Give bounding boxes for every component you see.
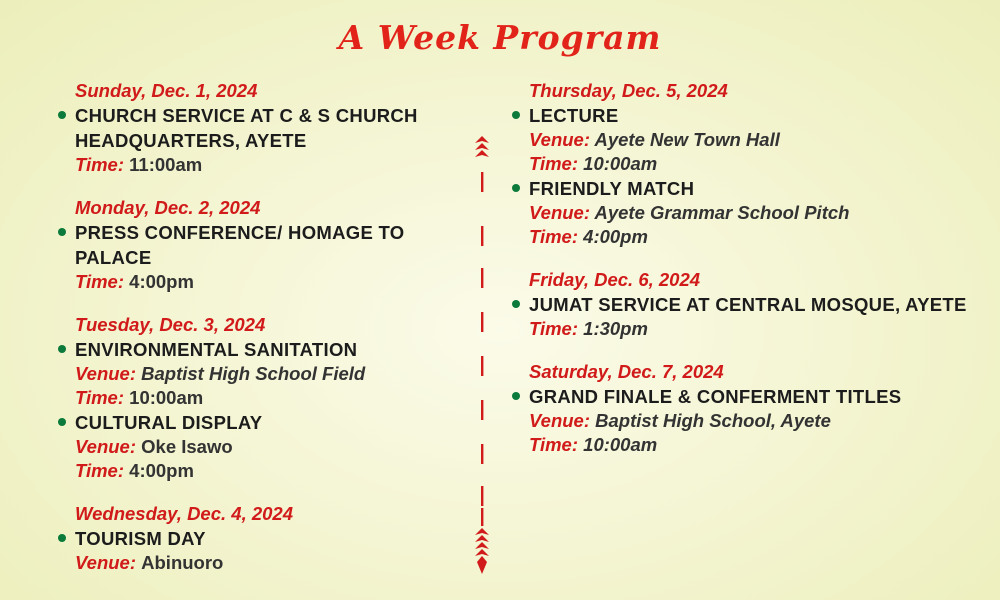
event-title: GRAND FINALE & CONFERMENT TITLES (529, 386, 902, 407)
bullet-icon (58, 111, 66, 119)
timeline-divider (470, 136, 494, 576)
event-item (58, 410, 468, 483)
event-item (512, 176, 972, 249)
event-venue: Venue: Baptist High School, Ayete (529, 410, 831, 431)
event-venue: Venue: Oke Isawo (75, 436, 233, 457)
event-item (58, 220, 468, 294)
event-title: FRIENDLY MATCH (529, 178, 695, 199)
event-time: Time: 4:00pm (75, 460, 194, 481)
event-time: Time: 4:00pm (75, 271, 194, 292)
event-item (58, 103, 468, 177)
event-venue: Venue: Ayete Grammar School Pitch (529, 202, 850, 223)
day-block-sunday (58, 78, 468, 177)
right-column (512, 78, 972, 473)
bullet-icon (58, 418, 66, 426)
bullet-icon (58, 534, 66, 542)
day-label: Tuesday, Dec. 3, 2024 (75, 314, 266, 335)
event-title: JUMAT SERVICE AT CENTRAL MOSQUE, AYETE (529, 294, 967, 315)
event-time: Time: 10:00am (529, 434, 658, 455)
event-venue: Venue: Baptist High School Field (75, 363, 366, 384)
event-title: CULTURAL DISPLAY (75, 412, 263, 433)
event-time: Time: 10:00am (529, 153, 658, 174)
bullet-icon (512, 111, 520, 119)
bullet-icon (512, 300, 520, 308)
event-item (58, 337, 468, 410)
day-label: Wednesday, Dec. 4, 2024 (75, 503, 294, 524)
day-label: Saturday, Dec. 7, 2024 (529, 361, 724, 382)
event-item (512, 103, 972, 176)
day-block-wednesday (58, 501, 468, 575)
event-venue: Venue: Abinuoro (75, 552, 224, 573)
event-time: Time: 11:00am (75, 154, 203, 175)
event-title: PRESS CONFERENCE/ HOMAGE TO PALACE (75, 222, 405, 268)
left-column (58, 78, 468, 591)
event-item (58, 526, 468, 575)
event-title: CHURCH SERVICE AT C & S CHURCH HEADQUARTERS, AYETE (75, 105, 418, 151)
event-title: ENVIRONMENTAL SANITATION (75, 339, 358, 360)
event-item (512, 384, 972, 457)
day-block-tuesday (58, 312, 468, 483)
bullet-icon (58, 228, 66, 236)
bullet-icon (512, 184, 520, 192)
day-label: Monday, Dec. 2, 2024 (75, 197, 261, 218)
day-block-friday (512, 267, 972, 341)
event-title: LECTURE (529, 105, 619, 126)
event-title: TOURISM DAY (75, 528, 206, 549)
event-time: Time: 10:00am (75, 387, 204, 408)
bullet-icon (512, 392, 520, 400)
day-label: Sunday, Dec. 1, 2024 (75, 80, 258, 101)
event-item (512, 292, 972, 341)
day-label: Thursday, Dec. 5, 2024 (529, 80, 728, 101)
event-time: Time: 4:00pm (529, 226, 648, 247)
day-label: Friday, Dec. 6, 2024 (529, 269, 701, 290)
bullet-icon (58, 345, 66, 353)
event-time: Time: 1:30pm (529, 318, 648, 339)
day-block-thursday (512, 78, 972, 249)
day-block-monday (58, 195, 468, 294)
day-block-saturday (512, 359, 972, 457)
program-title: A Week Program (338, 18, 662, 57)
event-venue: Venue: Ayete New Town Hall (529, 129, 780, 150)
